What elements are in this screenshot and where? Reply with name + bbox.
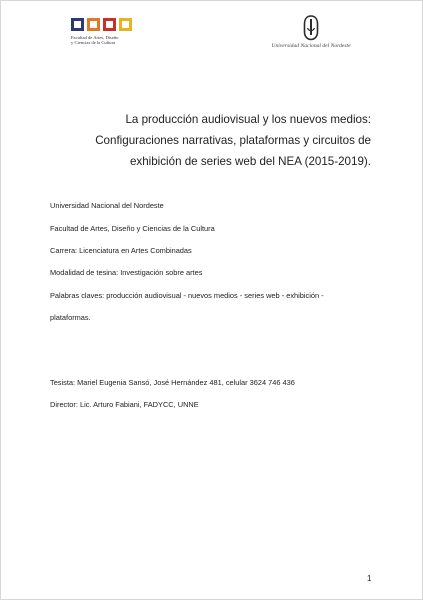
keywords-line-continued: plataformas.: [50, 313, 91, 322]
faculty-name: Facultad de Artes, Diseño y Ciencias de la Cultura: [50, 224, 215, 233]
logo-square-red: [103, 18, 116, 31]
university-name: Universidad Nacional del Nordeste: [50, 201, 164, 210]
university-logo: [256, 15, 366, 49]
document-title: La producción audiovisual y los nuevos medios: Configuraciones narrativas, plataformas y circuitos de exhibición de series web del NEA (2015-2019).: [95, 113, 371, 168]
faculty-logo: [71, 18, 151, 46]
page-number: 1: [367, 574, 372, 583]
keywords-line: Palabras claves: producción audiovisual - nuevos medios - series web - exhibición -: [50, 291, 324, 300]
logo-square-navy: [71, 18, 84, 31]
career-line: Carrera: Licenciatura en Artes Combinadas: [50, 246, 192, 255]
university-emblem-icon: [303, 15, 319, 41]
thesis-modality-line: Modalidad de tesina: Investigación sobre artes: [50, 268, 203, 277]
faculty-logo-squares: [71, 18, 151, 31]
logo-square-orange: [87, 18, 100, 31]
university-logo-text: Universidad Nacional del Nordeste: [271, 43, 351, 49]
logo-square-gold: [119, 18, 132, 31]
thesis-student-line: Tesista: Mariel Eugenia Sansó, José Hernández 481, celular 3624 746 436: [50, 378, 295, 387]
director-line: Director: Lic. Arturo Fabiani, FADYCC, UNNE: [50, 400, 199, 409]
faculty-logo-text: Facultad de Artes, Diseño y Ciencias de la Cultura: [71, 35, 119, 46]
